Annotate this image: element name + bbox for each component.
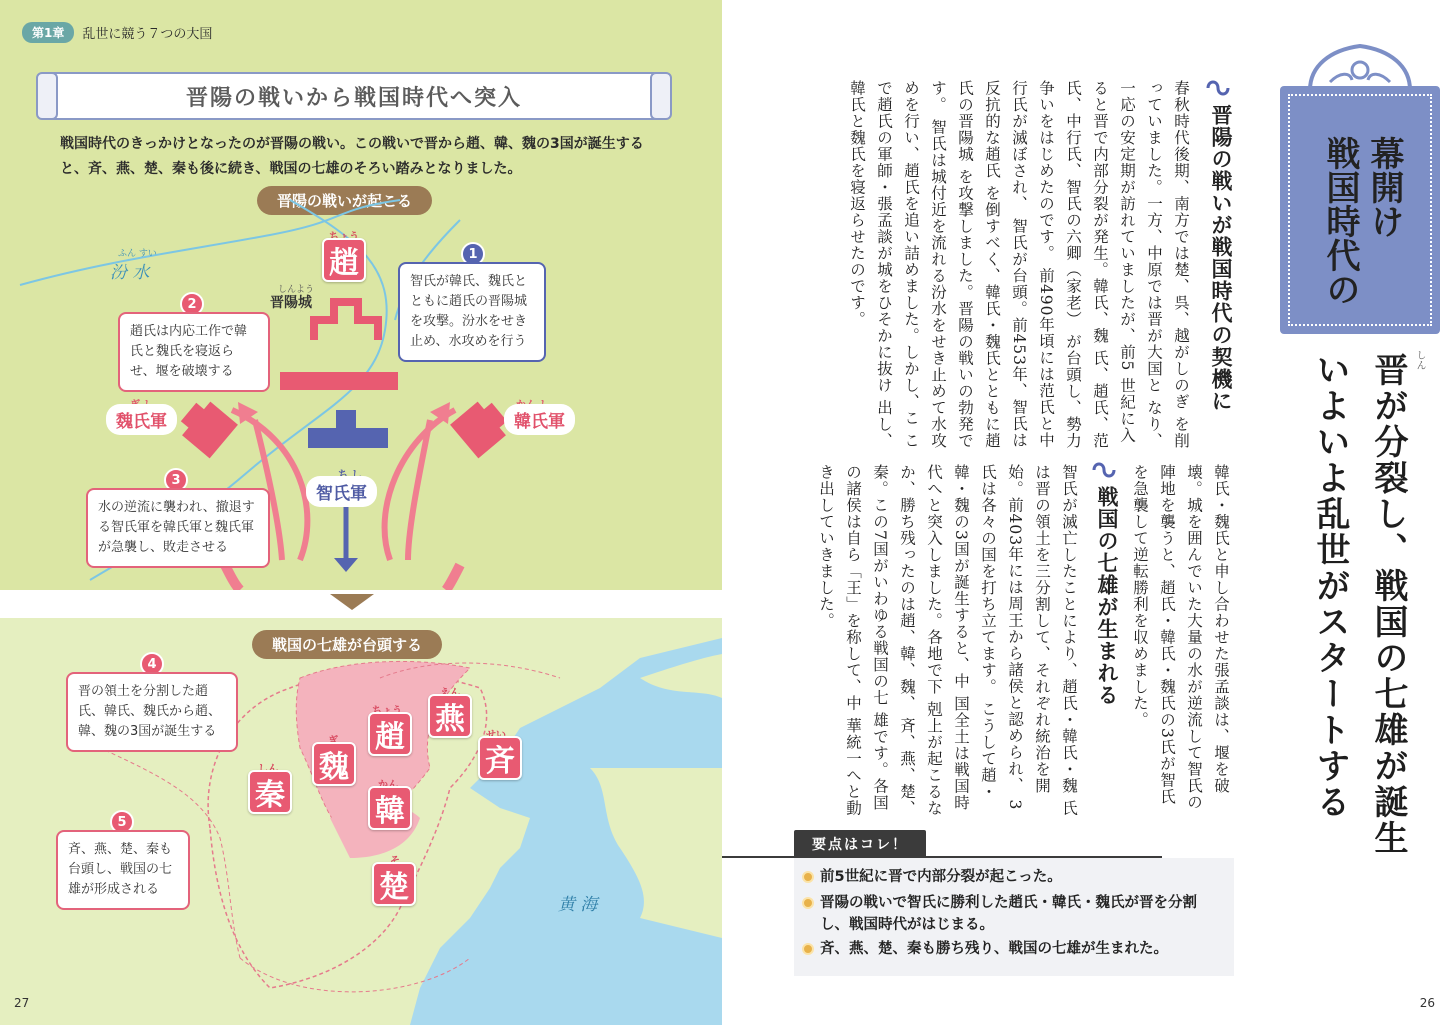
qin-state-label: 秦 bbox=[248, 770, 292, 814]
bullet-dot-icon bbox=[802, 943, 814, 955]
main-title-2: いよいよ乱世がスタートする bbox=[1310, 352, 1350, 820]
step-1-badge: 1 bbox=[461, 242, 485, 266]
yan-state-label: 燕 bbox=[428, 694, 472, 738]
callout-5: 斉、燕、楚、秦も台頭し、戦国の七雄が形成される bbox=[56, 830, 190, 910]
right-page bbox=[722, 0, 1445, 1025]
main-title-1: 晋が分裂し、戦国の七雄が誕生 bbox=[1368, 352, 1408, 856]
diagram1-pill: 晋陽の戦いが起こる bbox=[257, 186, 432, 215]
wei-army-icon bbox=[174, 395, 238, 458]
subheading-1: 晋陽の戦いが戦国時代の契機に bbox=[1209, 104, 1234, 412]
down-arrow-icon bbox=[330, 594, 374, 610]
chapter-header bbox=[22, 22, 212, 43]
zhao-state-label: 趙 bbox=[322, 238, 366, 282]
keypoint-2: 晋陽の戦いで智氏に勝利した趙氏・韓氏・魏氏が晋を分割し、戦国時代がはじまる。 bbox=[802, 892, 1222, 936]
lead-text: 戦国時代のきっかけとなったのが晋陽の戦い。この戦いで晋から趙、韓、魏の3国が誕生すると、斉、燕、楚、秦も後に続き、戦国の七雄のそろい踏みとなりました。 bbox=[60, 136, 644, 177]
tag-title-1: 戦国時代の bbox=[1320, 136, 1360, 306]
zhi-army-icon bbox=[336, 410, 356, 428]
keypoint-1: 前5世紀に晋で内部分裂が起こった。 bbox=[802, 866, 1222, 888]
zhao-map-label: 趙 bbox=[368, 712, 412, 756]
left-page bbox=[0, 0, 722, 1025]
warring-states-map bbox=[0, 618, 722, 1025]
subheading-2: 戦国の七雄が生まれる bbox=[1095, 486, 1120, 706]
body-block-2: 韓氏・魏氏と申し合わせた張孟談は、堰を破 壊。城を囲んでいた大量の水が逆流して智氏の 陣地を襲うと、趙氏・韓氏・魏氏の3氏が智氏 を急襲して逆転勝利を収めました。 bbox=[1131, 464, 1230, 811]
title-furigana: しん bbox=[1414, 350, 1425, 370]
chapter-badge: 第1章 bbox=[22, 22, 74, 43]
zhi-army-label: 智氏軍 bbox=[306, 476, 377, 507]
castle-icon bbox=[314, 302, 378, 340]
page-number-right: 26 bbox=[1419, 996, 1435, 1010]
retreat-arrow-icon bbox=[334, 558, 358, 572]
wei-army-label: 魏氏軍 bbox=[106, 404, 177, 435]
han-map-label: 韓 bbox=[368, 786, 412, 830]
callout-2: 趙氏は内応工作で韓氏と魏氏を寝返らせ、堰を破壊する bbox=[118, 312, 270, 392]
castle-furigana: しんよう bbox=[278, 285, 315, 295]
body-block-3: 智氏が滅亡したことにより、趙氏・韓氏・魏 氏は晋の領土を三分割して、それぞれ統治を開 始。前403年には周王から諸侯と認められ、 3氏は各々の国を打ち立てます。 こうして趙・韓・魏の3国が誕生すると、中 国全土は戦国時代へと突入しました。各地で下 剋上が起こるなか、勝ち残ったのは趙、韓、魏、 斉、燕、楚、秦。この7国がいわゆる戦国の七 雄です。各国の諸侯は自ら「王」を称して、中 華統一へと動き出していきました。 bbox=[817, 464, 1078, 817]
callout-1: 智氏が韓氏、魏氏とともに趙氏の晋陽城を攻撃。汾水をせき止め、水攻めを行う bbox=[398, 262, 546, 362]
body-block-1: 春秋時代後期、南方では楚、呉、越がしのぎ を削っていました。一方、中原では晋が大国と なり、一応の安定期が訪れていましたが、前5 世紀に入ると晋で内部分裂が発生。韓氏、魏 氏、趙氏、范氏、中行氏、智氏の六卿（家老） が台頭し、勢力争いをはじめたのです。 前490年頃には范氏と中行氏が滅ぼされ、 智氏が台頭。前453年、智氏は反抗的な趙氏 を倒すべく、韓氏・魏氏とともに趙氏の晋陽城 を攻撃しました。晋陽の戦いの勃発です。 智氏は城付近を流れる汾水をせき止めて水攻 めを行い、趙氏を追い詰めました。しかし、こ こで趙氏の軍師・張孟談が城をひそかに抜け 出し、韓氏と魏氏を寝返らせたのです。 bbox=[848, 80, 1190, 449]
chu-state-label: 楚 bbox=[372, 862, 416, 906]
diagram2-pill: 戦国の七雄が台頭する bbox=[252, 630, 442, 659]
scroll-icon-2 bbox=[1092, 460, 1116, 480]
sea-label: 黄 海 bbox=[558, 895, 598, 915]
chapter-tag bbox=[1280, 86, 1440, 334]
callout-3: 水の逆流に襲われ、撤退する智氏軍を韓氏軍と魏氏軍が急襲し、敗走させる bbox=[86, 488, 270, 568]
han-army-label: 韓氏軍 bbox=[504, 404, 575, 435]
page-number-left: 27 bbox=[14, 996, 30, 1010]
han-army-icon bbox=[450, 395, 514, 458]
river-furigana: ふん すい bbox=[118, 249, 157, 259]
callout-4: 晋の領土を分割した趙氏、韓氏、魏氏から趙、韓、魏の3国が誕生する bbox=[66, 672, 238, 752]
scroll-icon bbox=[1206, 78, 1230, 98]
banner-right-cap bbox=[650, 72, 672, 120]
step-2-badge: 2 bbox=[180, 292, 204, 316]
keypoint-3: 斉、燕、楚、秦も勝ち残り、戦国の七雄が生まれた。 bbox=[802, 938, 1222, 960]
keypoint-header bbox=[794, 830, 1234, 858]
keypoint-title: 要点はコレ！ bbox=[794, 830, 926, 858]
tag-title-2: 幕開け bbox=[1364, 136, 1404, 238]
banner-left-cap bbox=[36, 72, 58, 120]
bullet-dot-icon bbox=[802, 871, 814, 883]
chapter-title: 乱世に競う７つの大国 bbox=[82, 27, 213, 42]
step-5-badge: 5 bbox=[110, 810, 134, 834]
qi-state-label: 斉 bbox=[478, 736, 522, 780]
river-label: 汾 水 bbox=[110, 263, 150, 283]
step-4-badge: 4 bbox=[140, 652, 164, 676]
banner-title: 晋陽の戦いから戦国時代へ突入 bbox=[185, 85, 522, 111]
dam-bar bbox=[280, 372, 398, 390]
ornament-crest-icon bbox=[1300, 36, 1420, 90]
wei-map-label: 魏 bbox=[312, 742, 356, 786]
castle-label: 晋陽城 bbox=[270, 295, 312, 311]
bullet-dot-icon bbox=[802, 897, 814, 909]
step-3-badge: 3 bbox=[164, 468, 188, 492]
section-banner bbox=[48, 72, 660, 120]
